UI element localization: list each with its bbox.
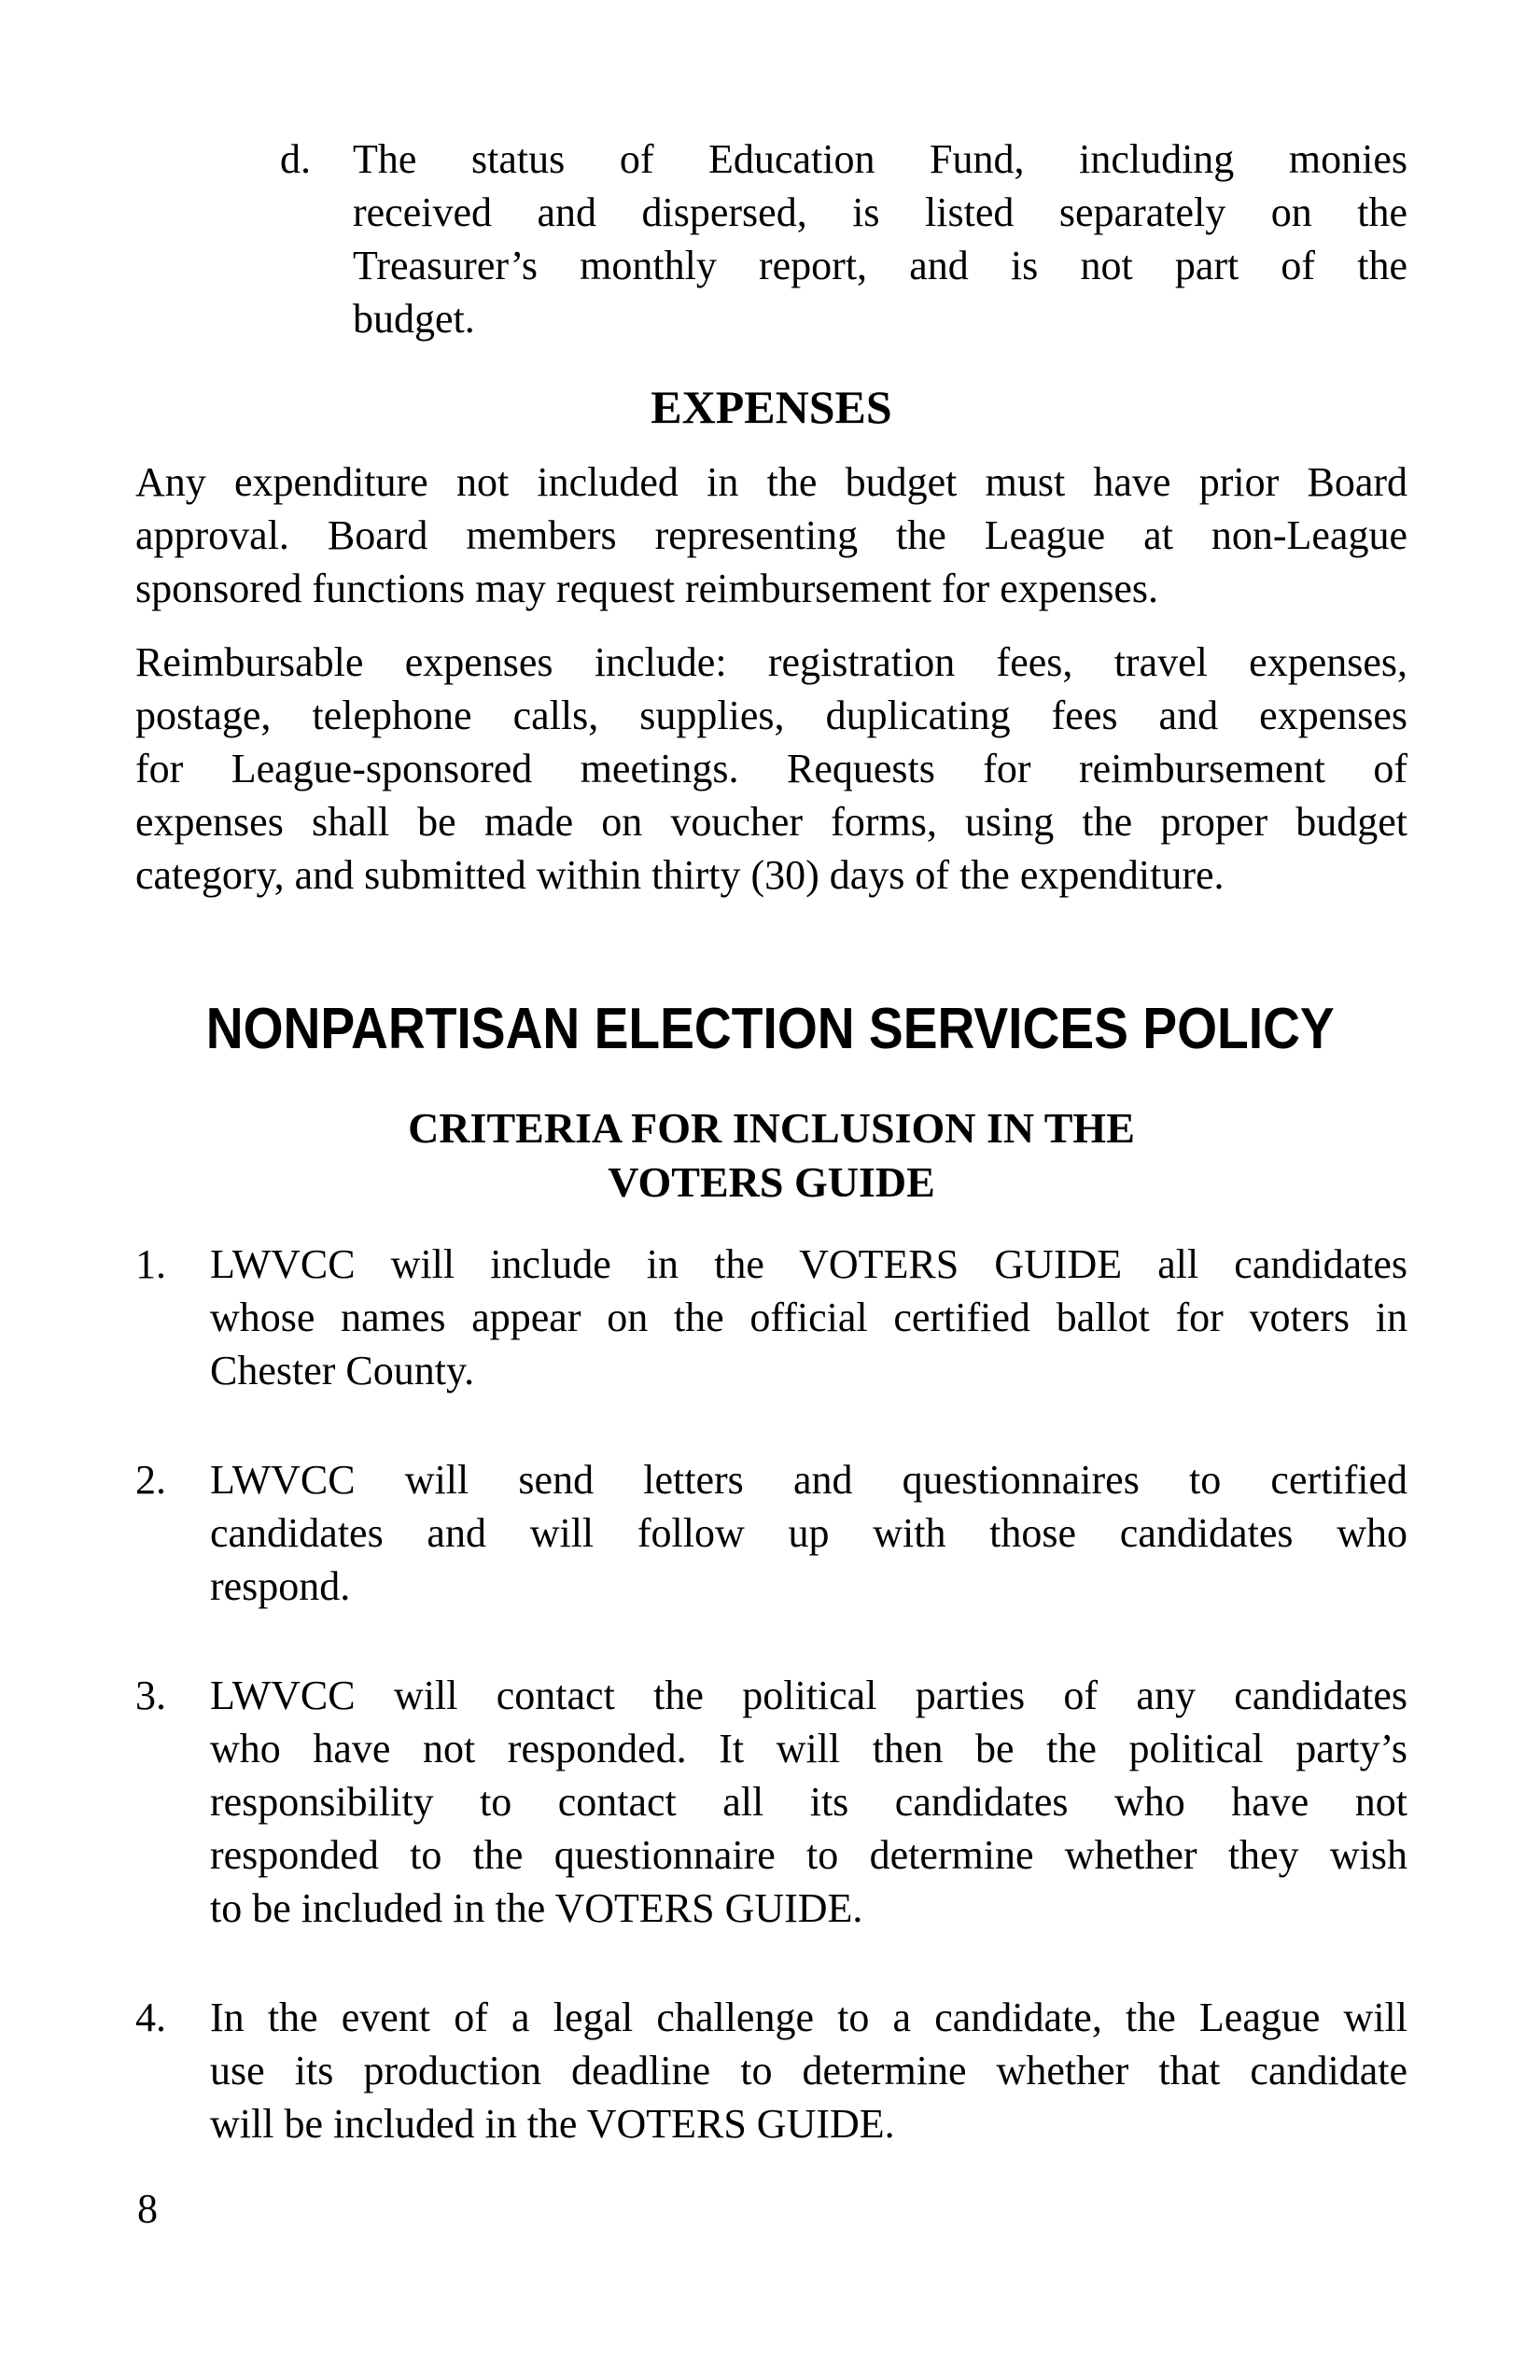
text-line: will be included in the VOTERS GUIDE. <box>210 2101 895 2147</box>
criteria-heading-line2: VOTERS GUIDE <box>608 1158 935 1206</box>
criteria-heading <box>135 1101 1407 1210</box>
text-line: respond. <box>210 1563 351 1609</box>
list-item-number: 3. <box>135 1673 166 1718</box>
text-line: category, and submitted within thirty (30) days of the expenditure. <box>135 852 1225 898</box>
text-line: LWVCC will send letters and questionnaires to certified <box>210 1457 1407 1503</box>
clause-d <box>280 133 1407 345</box>
policy-heading-text: NONPARTISAN ELECTION SERVICES POLICY <box>205 997 1335 1061</box>
text-line: LWVCC will contact the political parties of any candidates <box>210 1673 1407 1718</box>
text-line: Any expenditure not included in the budget must have prior Board <box>135 459 1407 505</box>
list-item <box>135 1238 1407 1397</box>
text-line: responded to the questionnaire to determine whether they wish <box>210 1832 1407 1878</box>
list-item-text <box>210 1238 1407 1397</box>
list-item <box>135 1453 1407 1613</box>
list-item-text <box>210 1669 1407 1935</box>
list-item-number: 2. <box>135 1457 166 1503</box>
text-line: approval. Board members representing the League at non-League <box>135 512 1407 558</box>
text-line: Chester County. <box>210 1348 475 1393</box>
text-line: expenses shall be made on voucher forms, using the proper budget <box>135 799 1407 845</box>
text-line: LWVCC will include in the VOTERS GUIDE all candidates <box>210 1241 1407 1287</box>
text-line: responsibility to contact all its candidates who have not <box>210 1779 1407 1825</box>
list-item-number: 4. <box>135 1995 166 2040</box>
text-line: candidates and will follow up with those candidates who <box>210 1510 1407 1556</box>
text-line: use its production deadline to determine whether that candidate <box>210 2048 1407 2093</box>
text-line: In the event of a legal challenge to a candidate, the League will <box>210 1995 1407 2040</box>
list-item <box>135 1669 1407 1935</box>
expenses-paragraphs <box>135 455 1407 902</box>
text-line: received and dispersed, is listed separately on the <box>353 189 1407 235</box>
text-line: Reimbursable expenses include: registration fees, travel expenses, <box>135 639 1407 685</box>
criteria-heading-line1: CRITERIA FOR INCLUSION IN THE <box>408 1104 1135 1152</box>
clause-d-marker: d. <box>280 136 311 182</box>
text-line: Treasurer’s monthly report, and is not part of the <box>353 243 1407 288</box>
clause-d-text <box>353 133 1407 345</box>
list-item-text <box>210 1991 1407 2150</box>
text-line: for League-sponsored meetings. Requests for reimbursement of <box>135 746 1407 791</box>
criteria-list <box>135 1238 1407 2150</box>
list-item-text <box>210 1453 1407 1613</box>
expenses-heading: EXPENSES <box>651 381 892 433</box>
text-line: who have not responded. It will then be the political party’s <box>210 1726 1407 1771</box>
text-line: whose names appear on the official certified ballot for voters in <box>210 1295 1407 1340</box>
text-line: The status of Education Fund, including monies <box>353 136 1407 182</box>
text-line: sponsored functions may request reimbursement for expenses. <box>135 566 1159 611</box>
paragraph <box>135 455 1407 615</box>
page-number: 8 <box>137 2186 158 2232</box>
list-item-number: 1. <box>135 1241 166 1287</box>
list-item <box>135 1991 1407 2150</box>
paragraph <box>135 636 1407 902</box>
policy-heading <box>0 999 1540 1060</box>
text-line: to be included in the VOTERS GUIDE. <box>210 1885 863 1931</box>
text-line: postage, telephone calls, supplies, duplicating fees and expenses <box>135 693 1407 738</box>
text-line: budget. <box>353 296 475 342</box>
